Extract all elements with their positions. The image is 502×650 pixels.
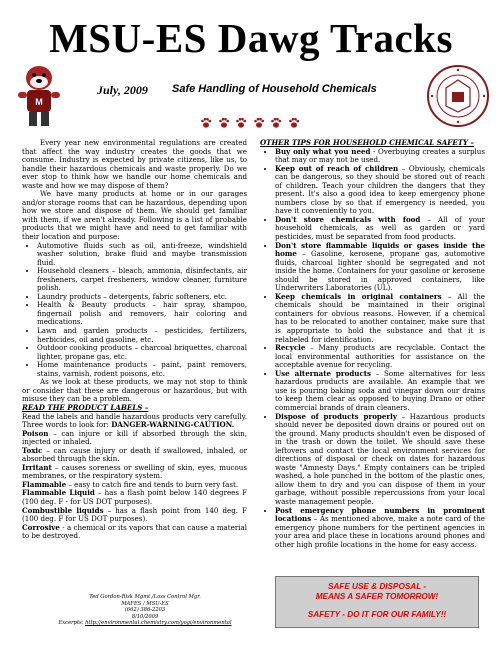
right-column: [260, 139, 485, 549]
credit-line: Ted Gordon-Risk Mgmt./Loss Control Mgr.: [89, 594, 201, 600]
author-credits: [50, 594, 240, 627]
tip-term: Buy only what you need: [275, 146, 371, 156]
credit-line: MAFES / MSU-ES: [121, 600, 169, 607]
tip-item: [275, 413, 485, 507]
paw-divider: [200, 117, 300, 131]
labels-intro-text: Read the labels and handle hazardous products very carefully. Three words to look for:: [22, 411, 247, 430]
tip-item: [275, 293, 485, 344]
paw-print-icon: [270, 117, 282, 129]
banner-line: SAFE USE & DISPOSAL -: [327, 582, 427, 591]
tip-text: – Gasoline, kerosene, propane gas, automotive fluids, charcoal lighter should be segregated and not inside the home. Containers for your gasoline or kerosene should be stored in approved containers, like Underwriters Laboratories (UL).: [275, 249, 485, 293]
left-column: [22, 139, 247, 541]
tip-item: [275, 344, 485, 370]
excerpts-label: Excerpts:: [58, 620, 84, 627]
definition-text: – can cause injury or death if swallowed, inhaled, or absorbed through the skin.: [22, 445, 247, 464]
tip-term: Don't store chemicals with food: [275, 214, 421, 224]
definition-term: Flammable Liquid: [22, 488, 95, 498]
tip-text: – As mentioned above, make a note card of the emergency phone numbers for the pertinent agencies in your area and place these in locations around phones and other high profile locations in the home for easy access.: [275, 514, 485, 549]
list-item: • Outdoor cooking products – charcoal briquettes, charcoal lighter, propane gas, etc.: [37, 344, 247, 361]
definition-item: [22, 524, 247, 541]
definition-item: [22, 447, 247, 464]
tip-term: Keep out of reach of children: [275, 163, 399, 173]
tip-term: Use alternate products: [275, 368, 372, 378]
paw-print-icon: [235, 117, 247, 129]
tips-list: [260, 148, 485, 550]
issue-subtitle: Safe Handling of Household Chemicals: [172, 83, 377, 95]
tip-term: Post emergency phone numbers in prominent locations: [275, 505, 485, 524]
tips-heading: OTHER TIPS FOR HOUSEHOLD CHEMICAL SAFETY –: [260, 138, 475, 147]
svg-text:M: M: [35, 97, 43, 107]
misuse-paragraph: As we look at these products, we may not stop to think or consider that these are dangerous or hazardous, but with misuse they can be a problem.: [22, 377, 247, 404]
products-paragraph: We have many products at home or in our garages and/or storage rooms that can be hazardous, depending upon how we store and dispose of them. We should get familiar with them, if we aren't already. Following is a list of probable products that we might have and need to get familiar with their location and purpose:: [22, 189, 247, 242]
definition-text: – has a flash point from 140 deg. F (100 deg. F for US DOT purposes).: [22, 505, 247, 524]
banner-line: MEANS A SAFER TOMORROW!: [315, 592, 439, 601]
tip-text: – Some alternatives for less hazardous products are available. An example that we use is pouring baking soda and vinegar down our drains to keep them clear as opposed to buying Drano or other commercial brands of drain cleaners.: [275, 368, 485, 412]
issue-date: July, 2009: [97, 83, 148, 97]
credit-line: (662) 386-2203: [124, 607, 166, 614]
definition-text: - a chemical or its vapors that can cause a material to be destroyed.: [22, 522, 247, 541]
definition-term: Combustible liquids: [22, 505, 104, 515]
tip-text: – All of your household chemicals, as well as garden or yard pesticides, must be separated from food products.: [275, 214, 485, 242]
definition-term: Toxic: [22, 445, 43, 455]
paw-print-icon: [288, 117, 300, 129]
labels-intro: [22, 413, 247, 430]
list-item: • Laundry products – detergents, fabric softeners, etc.: [37, 293, 247, 302]
tip-item: [275, 370, 485, 413]
tip-item: [275, 216, 485, 242]
paw-print-icon: [253, 117, 265, 129]
definition-text: – causes soreness or swelling of skin, eyes, mucous membranes, or the respiratory system.: [22, 462, 247, 481]
tip-term: Recycle: [275, 343, 306, 353]
bulldog-mascot-icon: [12, 60, 66, 130]
intro-paragraph: Every year new environmental regulations are created that affect the way industry creates the goods that we consume. Industry is expected by private citizens, like us, to handle their hazardous chemicals and waste properly. Do we ever stop to think how we handle our home chemicals and waste and how we may dispose of them?: [22, 138, 247, 190]
definition-item: [22, 489, 247, 506]
credit-line: [50, 620, 240, 627]
tip-text: – Hazardous products should never be deposited down drains or poured out on the ground. Many products shouldn't even be disposed of in the trash or down the toilet. We should save these leftovers and contact the local environment services for directions of disposal or check on dates for hazardous waste "Amnesty Days." Empty containers can be tripled washed, a hole punched in the bottom of the plastic ones, allow them to dry and you can dispose of them in your garbage, without possible repercussions from your local waste management people.: [275, 411, 485, 506]
definition-term: Flammable: [22, 479, 67, 489]
definition-item: [22, 464, 247, 481]
banner-line: SAFETY - DO IT FOR OUR FAMILY!!: [307, 610, 447, 619]
tip-text: – Many products are recyclable. Contact the local environmental authorities for assistance on the acceptable avenue for recycling.: [275, 343, 485, 370]
tip-term: Keep chemicals in original containers: [275, 291, 442, 301]
tip-term: Dispose of products properly: [275, 411, 397, 421]
newsletter-title: MSU-ES Dawg Tracks: [49, 15, 453, 61]
list-item: • Home maintenance products – paint, paint removers, stains, varnish, rodent poisons, etc.: [37, 361, 247, 378]
list-item: • Household cleaners – bleach, ammonia, disinfectants, air fresheners, carpet fresheners, window cleaner, furniture polish.: [37, 267, 247, 293]
tip-term: Don't store flammable liquids or gases inside the home: [275, 240, 485, 259]
tip-text: – All the chemicals should be maintained in their original containers for obvious reasons. However, if a chemical has to be relocated to another container, make sure that is appropriate to hold the substance and that it is relabeled for identification.: [275, 291, 486, 344]
definition-term: Irritant: [22, 462, 52, 472]
paw-print-icon: [200, 117, 212, 129]
definition-item: [22, 430, 247, 447]
labels-heading: READ THE PRODUCT LABELS –: [22, 402, 149, 412]
list-item: • Health & Beauty products – hair spray, shampoo, fingernail polish and removers, hair coloring and medications.: [37, 301, 247, 327]
definition-item: [22, 507, 247, 524]
tip-text: - Overbuying creates a surplus that may or may not be used.: [275, 146, 485, 165]
paw-print-icon: [218, 117, 230, 129]
tip-item: [275, 242, 485, 293]
definition-text: – easy to catch fire and tends to burn very fast.: [66, 479, 239, 489]
list-item: • Lawn and garden products – pesticides, fertilizers, herbicides, oil and gasoline, etc.: [37, 327, 247, 344]
definition-term: Poison: [22, 428, 49, 438]
excerpts-link[interactable]: http://environmental.chemistry.com/yogi/environmental: [85, 620, 232, 627]
product-list: [22, 242, 247, 379]
definition-text: – has a flash point below 140 degrees F (100 deg. F - for US DOT purposes).: [22, 488, 247, 506]
definition-term: Corrosive: [22, 522, 60, 532]
credit-line: 8/10/2009: [131, 613, 159, 620]
tip-item: [275, 165, 485, 216]
list-item: • Automotive fluids such as oil, anti-freeze, windshield washer solution, brake fluid and maybe transmission fluid.: [37, 242, 247, 268]
safety-banner: [275, 576, 479, 628]
tip-text: – Obviously, chemicals can be dangerous, so they should be stored out of reach of children. Teach your children the dangers that they present. It's also a good idea to keep emergency phone numbers close by so that if emergency is needed, you have it conveniently to you.: [275, 163, 485, 216]
signal-words: DANGER-WARNING-CAUTION.: [111, 420, 235, 430]
definition-text: – can injure or kill if absorbed through the skin, injected or inhaled.: [22, 428, 247, 447]
university-seal-icon: [426, 64, 490, 128]
tip-item: [275, 148, 485, 165]
tip-item: [275, 507, 485, 550]
